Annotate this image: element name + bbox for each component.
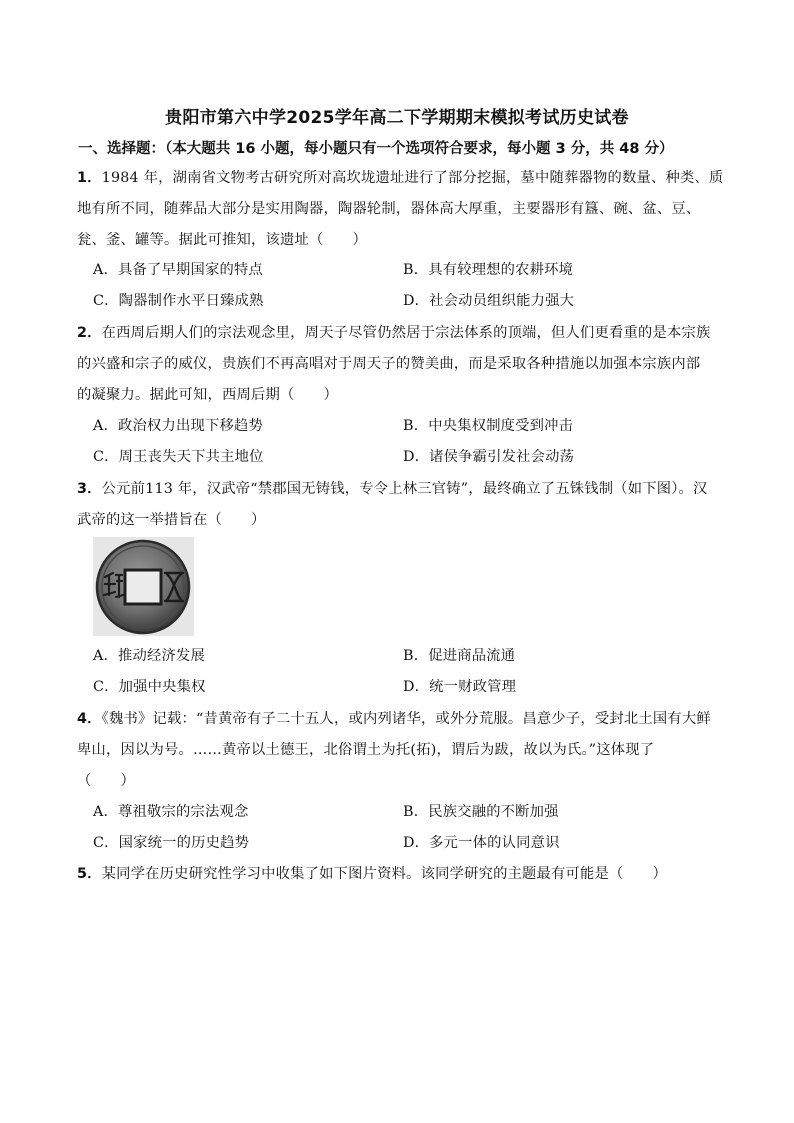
- section-heading: 一、选择题：（本大题共 16 小题，每小题只有一个选项符合要求，每小题 3 分，共 48 分）: [78, 141, 674, 157]
- question-3-number: 3．: [77, 481, 102, 497]
- question-3-option-a[interactable]: A．推动经济发展: [93, 648, 206, 664]
- exam-title: 贵阳市第六中学2025学年高二下学期期末模拟考试历史试卷: [165, 108, 629, 128]
- question-3-option-b[interactable]: B．促进商品流通: [403, 648, 516, 664]
- question-4-line-1: 4．《魏书》记载：“昔黄帝有子二十五人，或内列诸华，或外分荒服。昌意少子，受封北土国有大鲜: [77, 711, 711, 727]
- question-2-line-3: 的凝聚力。据此可知，西周后期（ ）: [77, 387, 338, 403]
- question-2-number: 2．: [77, 325, 102, 341]
- question-4-line-3: （ ）: [77, 773, 135, 789]
- question-2-option-a[interactable]: A．政治权力出现下移趋势: [93, 418, 263, 434]
- question-4-line-2: 卑山，因以为号。……黄帝以土德王，北俗谓土为托(拓)，谓后为跋，故以为氏。”这体现了: [77, 742, 655, 758]
- question-3-option-c[interactable]: C．加强中央集权: [93, 679, 206, 695]
- question-2-option-d[interactable]: D．诸侯争霸引发社会动荡: [403, 449, 575, 465]
- question-4-option-d[interactable]: D．多元一体的认同意识: [403, 835, 560, 851]
- question-4-option-a[interactable]: A．尊祖敬宗的宗法观念: [93, 804, 249, 820]
- question-2-option-b[interactable]: B．中央集权制度受到冲击: [403, 418, 574, 434]
- question-3-line-1: 3．公元前113 年，汉武帝“禁郡国无铸钱，专令上林三官铸”，最终确立了五铢钱制（如下图）。汉: [77, 481, 708, 497]
- question-4-number: 4．: [77, 711, 102, 727]
- question-1-option-b[interactable]: B．具有较理想的农耕环境: [403, 262, 574, 278]
- question-1-line-2: 地有所不同，随葬品大部分是实用陶器，陶器轮制，器体高大厚重，主要器形有簋、碗、盆、豆、: [77, 201, 701, 217]
- question-2-option-c[interactable]: C．周王丧失天下共主地位: [93, 449, 264, 465]
- question-1-option-a[interactable]: A．具备了早期国家的特点: [93, 262, 263, 278]
- question-1-line-3: 瓮、釜、罐等。据此可推知，该遗址（ ）: [77, 232, 367, 248]
- question-1-option-c[interactable]: C．陶器制作水平日臻成熟: [93, 293, 264, 309]
- question-5-number: 5．: [77, 866, 102, 882]
- question-1-line-1: 1．1984 年，湖南省文物考古研究所对高坎垅遗址进行了部分挖掘，墓中随葬器物的数量、种类、质: [77, 170, 724, 186]
- question-2-line-2: 的兴盛和宗子的威仪，贵族们不再高唱对于周天子的赞美曲，而是采取各种措施以加强本宗族内部: [77, 356, 701, 372]
- question-4-option-c[interactable]: C．国家统一的历史趋势: [93, 835, 250, 851]
- wuzhu-coin-image: [93, 537, 194, 636]
- question-5-line-1: 5．某同学在历史研究性学习中收集了如下图片资料。该同学研究的主题最有可能是（ ）: [77, 866, 668, 882]
- question-4-option-b[interactable]: B．民族交融的不断加强: [403, 804, 559, 820]
- question-1-number: 1．: [77, 170, 102, 186]
- question-1-option-d[interactable]: D．社会动员组织能力强大: [403, 293, 575, 309]
- question-3-option-d[interactable]: D．统一财政管理: [403, 679, 517, 695]
- question-2-line-1: 2．在西周后期人们的宗法观念里，周天子尽管仍然居于宗法体系的顶端，但人们更看重的是本宗族: [77, 325, 711, 341]
- question-3-line-2: 武帝的这一举措旨在（ ）: [77, 512, 266, 528]
